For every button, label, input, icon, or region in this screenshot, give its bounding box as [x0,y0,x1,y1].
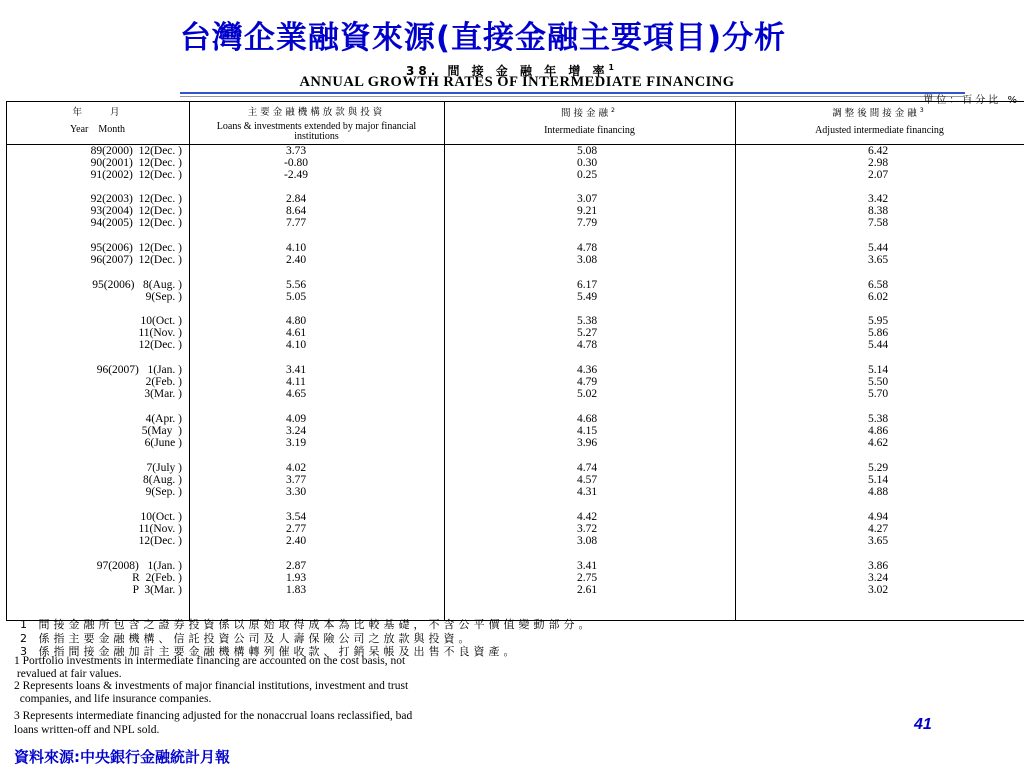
loans-investments-value: 4.80 [285,315,307,327]
intermediate-financing-value: 3.08 [576,254,598,266]
row-label: 89(2000) 12(Dec. ) [90,145,182,157]
loans-investments-value: -2.49 [284,169,308,181]
intermediate-financing-value: 6.17 [576,279,598,291]
loans-investments-value: 5.56 [285,279,307,291]
loans-investments-value: 4.10 [285,242,307,254]
adjusted-financing-value: 5.29 [867,462,889,474]
adjusted-financing-value: 2.07 [867,169,889,181]
header-intermediate-financing-en: Intermediate financing [544,125,635,137]
intermediate-financing-value: 4.15 [576,425,598,437]
adjusted-financing-value: 5.44 [867,242,889,254]
adjusted-financing-value: 7.58 [867,217,889,229]
note-en-3-cont: loans written-off and NPL sold. [14,724,160,736]
intermediate-financing-value: 4.57 [576,474,598,486]
adjusted-financing-value: 5.95 [867,315,889,327]
note-en-3: 3 Represents intermediate financing adjusted for the nonaccrual loans reclassified, bad [14,710,413,722]
intermediate-financing-value: 5.49 [576,291,598,303]
growth-rate-table [6,101,1024,621]
row-label: 94(2005) 12(Dec. ) [90,217,182,229]
row-label: 97(2008) 1(Jan. ) [96,560,182,572]
row-label: 95(2006) 12(Dec. ) [90,242,182,254]
note-en-2: 2 Represents loans & investments of major financial institutions, investment and trust [14,680,409,692]
header-year-month [6,108,189,135]
intermediate-financing-value: 2.61 [576,584,598,596]
loans-investments-value: 3.24 [285,425,307,437]
table-title-zh-text: 38. 間 接 金 融 年 增 率 [406,64,609,78]
intermediate-financing-value: 4.68 [576,413,598,425]
loans-investments-value: 4.61 [285,327,307,339]
loans-investments-value: 4.02 [285,462,307,474]
row-label: 12(Dec. ) [138,339,182,351]
intermediate-financing-value: 7.79 [576,217,598,229]
intermediate-financing-value: 4.78 [576,339,598,351]
intermediate-financing-value: 0.25 [576,169,598,181]
slide-title: 台灣企業融資來源(直接金融主要項目)分析 [179,20,787,56]
row-label: 92(2003) 12(Dec. ) [90,193,182,205]
row-label: R 2(Feb. ) [132,572,182,584]
intermediate-financing-value: 3.08 [576,535,598,547]
adjusted-financing-value: 5.14 [867,364,889,376]
row-label: 9(Sep. ) [145,486,182,498]
intermediate-financing-value: 5.02 [576,388,598,400]
note-en-2-cont: companies, and life insurance companies. [14,693,212,705]
header-adjusted-financing-zh [735,108,1024,119]
adjusted-financing-value: 4.86 [867,425,889,437]
intermediate-financing-value: 4.42 [576,511,598,523]
adjusted-financing-value: 3.02 [867,584,889,596]
loans-investments-value: 4.10 [285,339,307,351]
loans-investments-value: 3.30 [285,486,307,498]
row-label: 6(June ) [144,437,182,449]
loans-investments-value: 3.19 [285,437,307,449]
loans-investments-value: 3.41 [285,364,307,376]
column-divider [735,102,736,620]
intermediate-financing-value: 3.41 [576,560,598,572]
row-label: 95(2006) 8(Aug. ) [92,279,182,291]
unit-label: 單位：百分比 % [923,95,1020,106]
loans-investments-value: 4.09 [285,413,307,425]
header-adjusted-financing-mark: 3 [919,107,927,114]
loans-investments-value: 2.40 [285,535,307,547]
intermediate-financing-value: 4.79 [576,376,598,388]
adjusted-financing-value: 3.42 [867,193,889,205]
header-adjusted-financing-zh-text: 調整後間接金融 [832,108,920,120]
adjusted-financing-value: 3.24 [867,572,889,584]
header-intermediate-financing-zh-text: 間接金融 [561,108,612,120]
loans-investments-value: 3.54 [285,511,307,523]
intermediate-financing-value: 3.72 [576,523,598,535]
note-zh-3: 3 係指間接金融加計主要金融機構轉列催收款、打銷呆帳及出售不良資產。 [20,645,519,658]
adjusted-financing-value: 6.42 [867,145,889,157]
row-label: 5(May ) [141,425,182,437]
adjusted-financing-value: 5.44 [867,339,889,351]
adjusted-financing-value: 2.98 [867,157,889,169]
row-label: 96(2007) 12(Dec. ) [90,254,182,266]
adjusted-financing-value: 3.65 [867,535,889,547]
header-year-month-zh: 年 月 [72,107,123,118]
row-label: 8(Aug. ) [143,474,182,486]
adjusted-financing-value: 4.94 [867,511,889,523]
loans-investments-value: 2.40 [285,254,307,266]
adjusted-financing-value: 4.88 [867,486,889,498]
header-intermediate-financing [444,108,735,137]
table-title-footnote-mark: 1 [608,63,618,72]
header-adjusted-financing [735,108,1024,137]
adjusted-financing-value: 3.65 [867,254,889,266]
page-number: 41 [914,716,932,733]
adjusted-financing-value: 4.62 [867,437,889,449]
header-loans-investments [189,108,444,143]
row-label: 7(July ) [146,462,182,474]
row-label: 10(Oct. ) [140,315,182,327]
loans-investments-value: 2.77 [285,523,307,535]
header-adjusted-financing-en: Adjusted intermediate financing [815,125,944,137]
loans-investments-value: 2.87 [285,560,307,572]
row-label: 11(Nov. ) [138,523,182,535]
intermediate-financing-value: 4.78 [576,242,598,254]
row-label: 12(Dec. ) [138,535,182,547]
adjusted-financing-value: 5.38 [867,413,889,425]
table-title-en: ANNUAL GROWTH RATES OF INTERMEDIATE FINANCING [299,74,735,90]
adjusted-financing-value: 3.86 [867,560,889,572]
adjusted-financing-value: 8.38 [867,205,889,217]
row-label: P 3(Mar. ) [132,584,182,596]
adjusted-financing-value: 5.14 [867,474,889,486]
row-label: 91(2002) 12(Dec. ) [90,169,182,181]
loans-investments-value: 7.77 [285,217,307,229]
loans-investments-value: 1.93 [285,572,307,584]
note-en-1-cont: revalued at fair values. [14,668,122,680]
header-loans-investments-en: Loans & investments extended by major financial institutions [216,120,417,143]
row-label: 93(2004) 12(Dec. ) [90,205,182,217]
title-rule-gray [180,96,965,97]
row-label: 2(Feb. ) [145,376,182,388]
intermediate-financing-value: 2.75 [576,572,598,584]
row-label: 9(Sep. ) [145,291,182,303]
loans-investments-value: 8.64 [285,205,307,217]
row-label: 11(Nov. ) [138,327,182,339]
adjusted-financing-value: 5.50 [867,376,889,388]
adjusted-financing-value: 5.70 [867,388,889,400]
loans-investments-value: 1.83 [285,584,307,596]
loans-investments-value: 4.65 [285,388,307,400]
adjusted-financing-value: 6.02 [867,291,889,303]
loans-investments-value: 5.05 [285,291,307,303]
intermediate-financing-value: 4.31 [576,486,598,498]
intermediate-financing-value: 3.07 [576,193,598,205]
loans-investments-value: 4.11 [286,376,306,388]
adjusted-financing-value: 6.58 [867,279,889,291]
intermediate-financing-value: 3.96 [576,437,598,449]
note-zh-1: 1 間接金融所包含之證券投資係以原始取得成本為比較基礎，不含公平價值變動部分。 [20,618,594,631]
loans-investments-value: 2.84 [285,193,307,205]
intermediate-financing-value: 5.38 [576,315,598,327]
header-intermediate-financing-zh [444,108,735,119]
row-label: 3(Mar. ) [144,388,182,400]
adjusted-financing-value: 4.27 [867,523,889,535]
intermediate-financing-value: 5.08 [576,145,598,157]
intermediate-financing-value: 5.27 [576,327,598,339]
column-divider [444,102,445,620]
note-en-1: 1 Portfolio investments in intermediate financing are accounted on the cost basis, not [14,655,406,667]
source-note: 資料來源:中央銀行金融統計月報 [14,748,231,766]
title-rule-blue [180,92,965,94]
row-label: 90(2001) 12(Dec. ) [90,157,182,169]
row-label: 96(2007) 1(Jan. ) [96,364,182,376]
adjusted-financing-value: 5.86 [867,327,889,339]
intermediate-financing-value: 0.30 [576,157,598,169]
intermediate-financing-value: 4.36 [576,364,598,376]
row-label: 4(Apr. ) [145,413,182,425]
intermediate-financing-value: 9.21 [576,205,598,217]
intermediate-financing-value: 4.74 [576,462,598,474]
note-zh-2: 2 係指主要金融機構、信託投資公司及人壽保險公司之放款與投資。 [20,632,474,645]
header-loans-investments-zh: 主要金融機構放款與投資 [247,107,386,118]
header-intermediate-financing-mark: 2 [611,107,618,114]
header-year-month-en: Year Month [69,123,126,135]
column-divider [189,102,190,620]
loans-investments-value: -0.80 [284,157,308,169]
loans-investments-value: 3.77 [285,474,307,486]
row-label: 10(Oct. ) [140,511,182,523]
loans-investments-value: 3.73 [285,145,307,157]
